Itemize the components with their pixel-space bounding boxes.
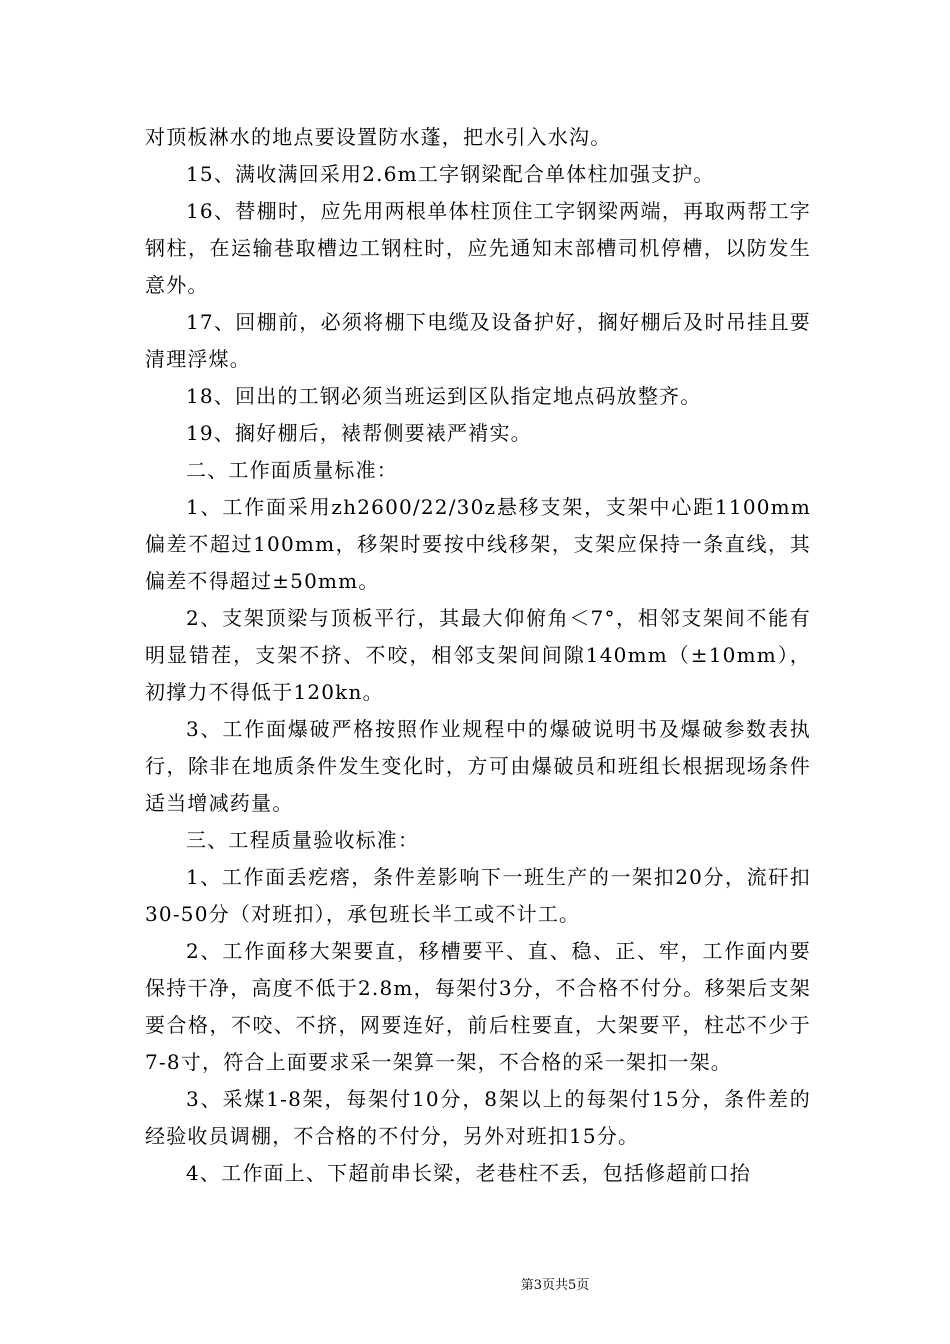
paragraph-continuation: 对顶板淋水的地点要设置防水蓬，把水引入水沟。 (145, 125, 612, 149)
section-heading-2: 二、工作面质量标准： (186, 458, 398, 482)
paragraph-acceptance-2: 2、工作面移大架要直，移槽要平、直、稳、正、牢，工作面内要保持干净，高度不低于2.8m，每架付3分，不合格不付分。移架后支架要合格，不咬、不挤，网要连好，前后柱要直，大架要平，柱芯不少于7-8寸，符合上面要求采一架算一架，不合格的采一架扣一架。 (145, 939, 811, 1074)
paragraph-acceptance-1: 1、工作面丢疙瘩，条件差影响下一班生产的一架扣20分，流矸扣30-50分（对班扣），承包班长半工或不计工。 (145, 865, 811, 926)
paragraph-standard-1: 1、工作面采用zh2600/22/30z悬移支架，支架中心距1100mm偏差不超过100mm，移架时要按中线移架，支架应保持一条直线，其偏差不得超过±50mm。 (145, 495, 811, 593)
paragraph-item-19: 19、搁好棚后，裱帮侧要裱严褙实。 (186, 421, 532, 445)
paragraph-item-17: 17、回棚前，必须将棚下电缆及设备护好，搁好棚后及时吊挂且要清理浮煤。 (145, 310, 811, 371)
paragraph-acceptance-4: 4、工作面上、下超前串长梁，老巷柱不丢，包括修超前口抬 (186, 1161, 752, 1185)
page-number-footer: 第3页共5页 (520, 1278, 590, 1293)
paragraph-item-16: 16、替棚时，应先用两根单体柱顶住工字钢梁两端，再取两帮工字钢柱，在运输巷取槽边工钢柱时，应先通知末部槽司机停槽，以防发生意外。 (145, 199, 811, 297)
section-heading-3: 三、工程质量验收标准： (186, 828, 420, 852)
paragraph-item-18: 18、回出的工钢必须当班运到区队指定地点码放整齐。 (186, 384, 702, 408)
paragraph-acceptance-3: 3、采煤1-8架，每架付10分，8架以上的每架付15分，条件差的经验收员调棚，不合格的不付分，另外对班扣15分。 (145, 1087, 811, 1148)
paragraph-standard-3: 3、工作面爆破严格按照作业规程中的爆破说明书及爆破参数表执行，除非在地质条件发生变化时，方可由爆破员和班组长根据现场条件适当增减药量。 (145, 717, 811, 815)
paragraph-item-15: 15、满收满回采用2.6m工字钢梁配合单体柱加强支护。 (186, 162, 715, 186)
document-body (145, 119, 811, 1192)
paragraph-standard-2: 2、支架顶梁与顶板平行，其最大仰俯角＜7°，相邻支架间不能有明显错茬，支架不挤、不咬，相邻支架间间隙140mm（±10mm），初撑力不得低于120kn。 (145, 606, 811, 704)
